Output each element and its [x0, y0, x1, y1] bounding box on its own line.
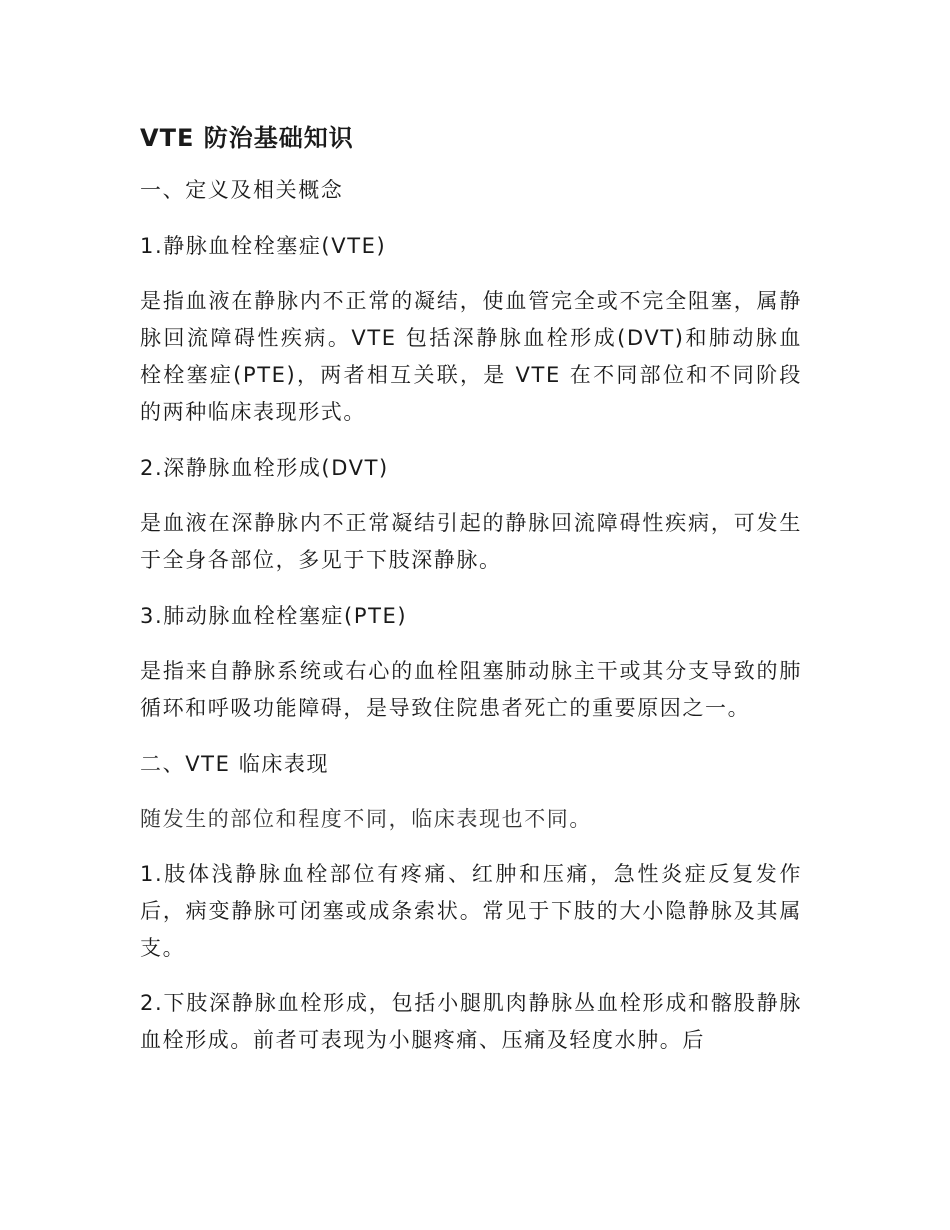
subheading-pte: 3.肺动脉血栓栓塞症(PTE) — [140, 604, 408, 628]
paragraph-clinical-intro: 随发生的部位和程度不同，临床表现也不同。 — [140, 807, 592, 831]
document-title: VTE 防治基础知识 — [140, 124, 354, 152]
paragraph-vte-definition: 是指血液在静脉内不正常的凝结，使血管完全或不完全阻塞，属静脉回流障碍性疾病。VTE 包括深静脉血栓形成(DVT)和肺动脉血栓栓塞症(PTE)，两者相互关联，是 VTE 在不同部位和不同阶段的两种临床表现形式。 — [140, 289, 802, 424]
subheading-vte: 1.静脉血栓栓塞症(VTE) — [140, 234, 387, 258]
subheading-dvt: 2.深静脉血栓形成(DVT) — [140, 456, 389, 480]
paragraph-deep-vein: 2.下肢深静脉血栓形成，包括小腿肌肉静脉丛血栓形成和髂股静脉血栓形成。前者可表现为小腿疼痛、压痛及轻度水肿。后 — [140, 991, 802, 1052]
paragraph-dvt-definition: 是血液在深静脉内不正常凝结引起的静脉回流障碍性疾病，可发生于全身各部位，多见于下肢深静脉。 — [140, 511, 802, 572]
paragraph-superficial-vein: 1.肢体浅静脉血栓部位有疼痛、红肿和压痛，急性炎症反复发作后，病变静脉可闭塞或成条索状。常见于下肢的大小隐静脉及其属支。 — [140, 862, 802, 960]
section-heading-clinical: 二、VTE 临床表现 — [140, 752, 330, 776]
document-page — [140, 118, 802, 1077]
paragraph-pte-definition: 是指来自静脉系统或右心的血栓阻塞肺动脉主干或其分支导致的肺循环和呼吸功能障碍，是导致住院患者死亡的重要原因之一。 — [140, 659, 802, 720]
section-heading-definitions: 一、定义及相关概念 — [140, 178, 344, 202]
